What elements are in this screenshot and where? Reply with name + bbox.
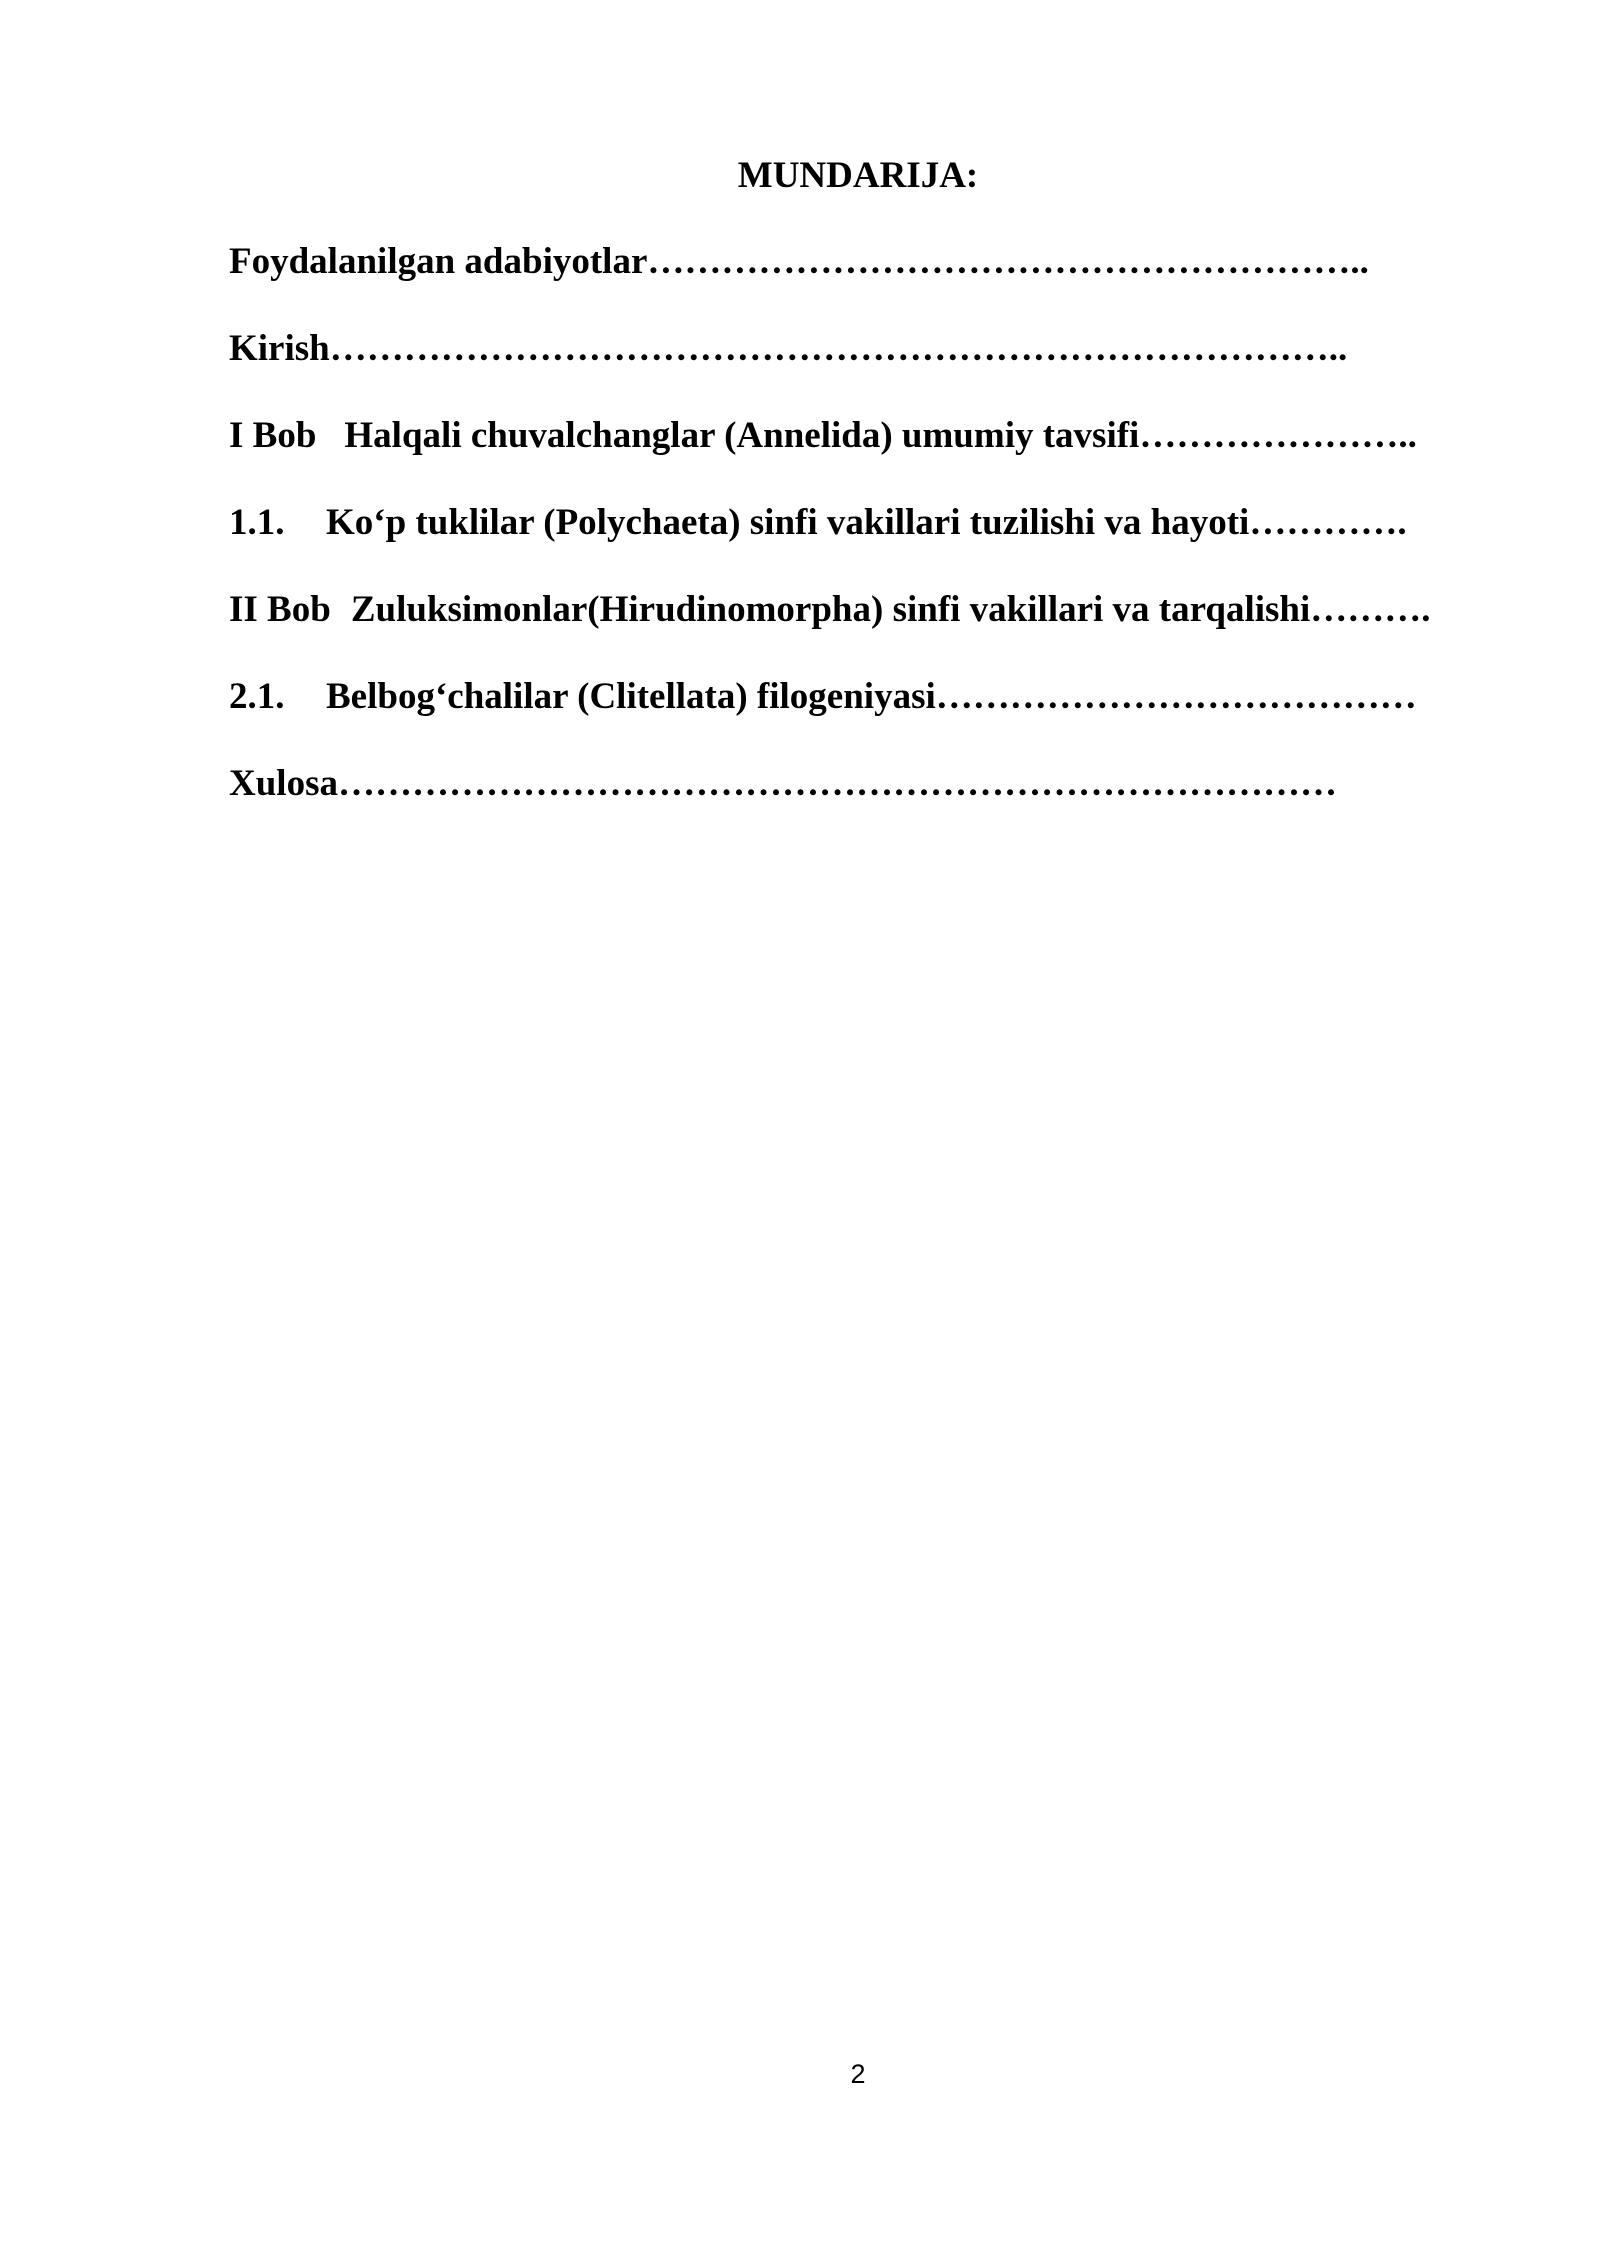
toc-entry-text: Kirish……………………………………………………………………….. <box>229 328 1348 369</box>
toc-entry-section-2-1[interactable] <box>229 673 1529 760</box>
toc-entry-text: Zuluksimonlar(Hirudinomorpha) sinfi vakillari va tarqalishi………. <box>350 589 1431 630</box>
toc-entry-text: Halqali chuvalchanglar (Annelida) umumiy tavsifi………………….. <box>344 415 1417 456</box>
table-of-contents <box>229 238 1529 847</box>
toc-entry-chapter-1[interactable] <box>229 412 1529 499</box>
toc-entry-introduction[interactable] <box>229 325 1529 412</box>
toc-entry-text: Xulosa……………………………………………………………………… <box>229 763 1337 804</box>
toc-section-number: 1.1. <box>229 502 285 543</box>
toc-chapter-label: II Bob <box>229 589 331 630</box>
toc-entry-section-1-1[interactable] <box>229 499 1529 586</box>
toc-entry-references[interactable] <box>229 238 1529 325</box>
page-number: 2 <box>850 2059 866 2089</box>
toc-entry-conclusion[interactable] <box>229 760 1529 847</box>
toc-entry-chapter-2[interactable] <box>229 586 1529 673</box>
toc-chapter-label: I Bob <box>229 415 317 456</box>
toc-entry-text: Ko‘p tuklilar (Polychaeta) sinfi vakillari tuzilishi va hayoti…………. <box>326 502 1407 543</box>
toc-entry-text: Belbog‘chalilar (Clitellata) filogeniyasi………………………………… <box>326 676 1417 717</box>
toc-entry-text: Foydalanilgan adabiyotlar………………………………………………….. <box>229 241 1369 282</box>
page-title: MUNDARIJA: <box>737 155 979 196</box>
toc-section-number: 2.1. <box>229 676 285 717</box>
